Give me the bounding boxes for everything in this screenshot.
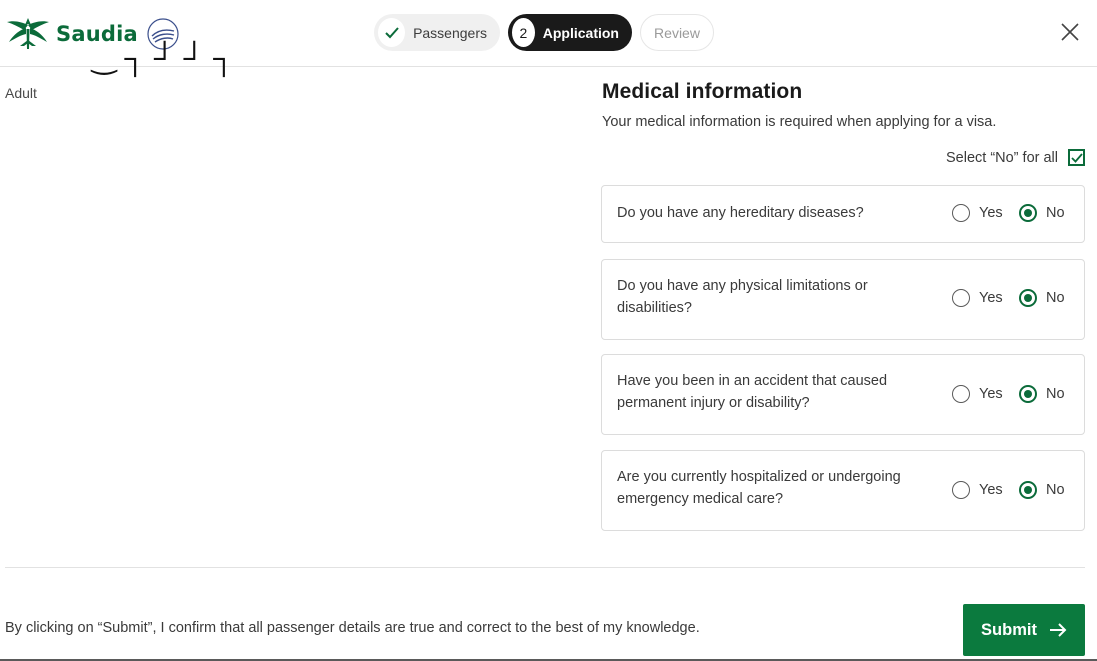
- confirmation-text: By clicking on “Submit”, I confirm that all passenger details are true and correct to the best of my knowledge.: [5, 620, 700, 636]
- radio-yes[interactable]: [952, 385, 970, 403]
- answer-yes[interactable]: [952, 385, 1003, 403]
- scrolled-heading-fragment: ‿ ┐ ┘ ┘ ┐: [92, 42, 235, 75]
- question-text: Do you have any physical limitations or disabilities?: [617, 278, 868, 316]
- question-text: Are you currently hospitalized or undergoing emergency medical care?: [617, 469, 901, 507]
- select-all-checkbox[interactable]: [1068, 149, 1085, 166]
- medical-info-title: Medical information: [602, 80, 803, 103]
- radio-yes[interactable]: [952, 481, 970, 499]
- radio-no-selected[interactable]: [1019, 204, 1037, 222]
- no-label: No: [1046, 290, 1065, 306]
- question-card-accident: [601, 354, 1085, 435]
- progress-stepper: [374, 14, 714, 51]
- radio-no-selected[interactable]: [1019, 289, 1037, 307]
- arrow-right-icon: [1049, 622, 1067, 638]
- radio-no-selected[interactable]: [1019, 385, 1037, 403]
- answer-yes[interactable]: [952, 289, 1003, 307]
- section-divider: [5, 567, 1085, 568]
- radio-yes[interactable]: [952, 289, 970, 307]
- yes-label: Yes: [979, 386, 1003, 402]
- radio-yes[interactable]: [952, 204, 970, 222]
- radio-no-selected[interactable]: [1019, 481, 1037, 499]
- no-label: No: [1046, 205, 1065, 221]
- question-text: Have you been in an accident that caused permanent injury or disability?: [617, 373, 888, 411]
- brand-wordmark: Saudia: [56, 22, 138, 46]
- select-all-label: Select “No” for all: [945, 149, 1058, 166]
- close-icon[interactable]: [1058, 20, 1082, 44]
- step-application[interactable]: [508, 14, 632, 51]
- yes-label: Yes: [979, 205, 1003, 221]
- no-label: No: [1046, 482, 1065, 498]
- question-card-hospitalized: [601, 450, 1085, 531]
- check-icon: [378, 18, 405, 47]
- passenger-type: Adult: [5, 85, 37, 101]
- step-label: Passengers: [413, 24, 487, 41]
- saudia-palm-logo-icon: [6, 16, 50, 52]
- answer-no[interactable]: [1019, 385, 1065, 403]
- submit-label: Submit: [981, 620, 1037, 639]
- question-card-hereditary: [601, 185, 1085, 243]
- answer-no[interactable]: [1019, 289, 1065, 307]
- yes-label: Yes: [979, 290, 1003, 306]
- answer-no[interactable]: [1019, 481, 1065, 499]
- answer-yes[interactable]: [952, 481, 1003, 499]
- step-number: 2: [512, 18, 535, 47]
- question-text: Do you have any hereditary diseases?: [617, 205, 864, 221]
- answer-no[interactable]: [1019, 204, 1065, 222]
- step-review[interactable]: [640, 14, 714, 51]
- no-label: No: [1046, 386, 1065, 402]
- question-card-physical-limitations: [601, 259, 1085, 340]
- answer-yes[interactable]: [952, 204, 1003, 222]
- checkmark-icon: [1071, 153, 1083, 163]
- step-label: Application: [542, 24, 619, 41]
- step-passengers[interactable]: [374, 14, 500, 51]
- medical-info-subtitle: Your medical information is required when applying for a visa.: [602, 114, 997, 130]
- submit-button[interactable]: [963, 604, 1085, 656]
- step-label: Review: [654, 24, 700, 41]
- select-no-for-all[interactable]: [946, 149, 1085, 166]
- yes-label: Yes: [979, 482, 1003, 498]
